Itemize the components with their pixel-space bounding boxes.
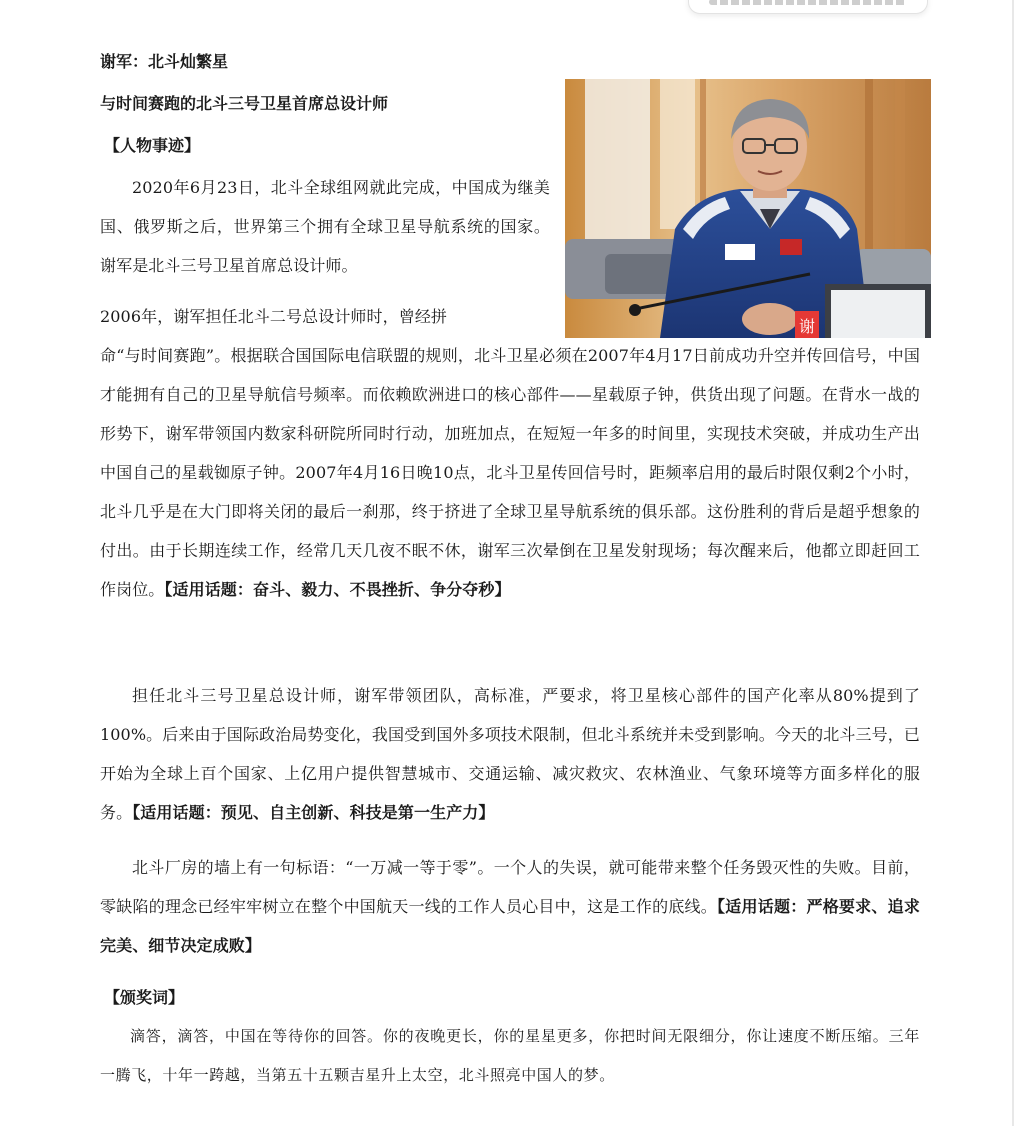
page-title: 谢军：北斗灿繁星 — [100, 52, 229, 71]
paragraph-beidou3 — [100, 676, 920, 832]
paragraph-intro-text: 2020年6月23日，北斗全球组网就此完成，中国成为继美国、俄罗斯之后，世界第三个拥有全球卫星导航系统的国家。谢军是北斗三号卫星首席总设计师。 — [100, 178, 550, 275]
topic-tag-perseverance: 【适用话题：奋斗、毅力、不畏挫折、争分夺秒】 — [164, 580, 511, 599]
top-tab-decoration — [688, 0, 928, 14]
paragraph-timeline — [100, 297, 920, 609]
section-heading-award: 【颁奖词】 — [104, 988, 185, 1007]
paragraph-timeline-body: 命“与时间赛跑”。根据联合国国际电信联盟的规则，北斗卫星必须在2007年4月17日前成功升空并传回信号，中国才能拥有自己的卫星导航信号频率。而依赖欧洲进口的核心部件——星载原子钟，供货出现了问题。在背水一战的形势下，谢军带领国内数家科研院所同时行动，加班加点，在短短一年多的时间里，实现技术突破，并成功生产出中国自己的星载铷原子钟。2007年4月16日晚10点，北斗卫星传回信号时，距频率启用的最后时限仅剩2个小时，北斗几乎是在大门即将关闭的最后一刹那，终于挤进了全球卫星导航系统的俱乐部。这份胜利的背后是超乎想象的付出。由于长期连续工作，经常几天几夜不眠不休，谢军三次晕倒在卫星发射现场；每次醒来后，他都立即赶回工作岗位。【适用话题：奋斗、毅力、不畏挫折、争分夺秒】 — [100, 346, 920, 599]
name-card-text: 谢 — [799, 317, 816, 336]
topic-tag-innovation: 【适用话题：预见、自主创新、科技是第一生产力】 — [132, 803, 495, 822]
paragraph-intro — [100, 168, 550, 285]
paragraph-zero-defect — [100, 848, 920, 965]
page-edge — [1012, 0, 1014, 1126]
paragraph-timeline-first-line: 2006年，谢军担任北斗二号总设计师时，曾经拼 — [100, 307, 448, 326]
topic-tag-detail: 【适用话题：严格要求、追求完美、细节决定成败】 — [100, 897, 920, 955]
paragraph-award-citation — [100, 1017, 920, 1095]
paragraph-award-citation-text: 滴答，滴答，中国在等待你的回答。你的夜晚更长，你的星星更多，你把时间无限细分，你让速度不断压缩。三年一腾飞，十年一跨越，当第五十五颗吉星升上太空，北斗照亮中国人的梦。 — [100, 1027, 920, 1084]
paragraph-zero-defect-text: 北斗厂房的墙上有一句标语：“一万减一等于零”。一个人的失误，就可能带来整个任务毁灭性的失败。目前，零缺陷的理念已经牢牢树立在整个中国航天一线的工作人员心目中，这是工作的底线。【适用话题：严格要求、追求完美、细节决定成败】 — [100, 858, 920, 955]
section-heading-story: 【人物事迹】 — [104, 136, 201, 155]
paragraph-beidou3-text: 担任北斗三号卫星总设计师，谢军带领团队，高标准，严要求，将卫星核心部件的国产化率从80%提到了100%。后来由于国际政治局势变化，我国受到国外多项技术限制，但北斗系统并未受到影响。今天的北斗三号，已开始为全球上百个国家、上亿用户提供智慧城市、交通运输、减灾救灾、农林渔业、气象环境等方面多样化的服务。【适用话题：预见、自主创新、科技是第一生产力】 — [100, 686, 920, 822]
page-subtitle: 与时间赛跑的北斗三号卫星首席总设计师 — [100, 94, 389, 113]
